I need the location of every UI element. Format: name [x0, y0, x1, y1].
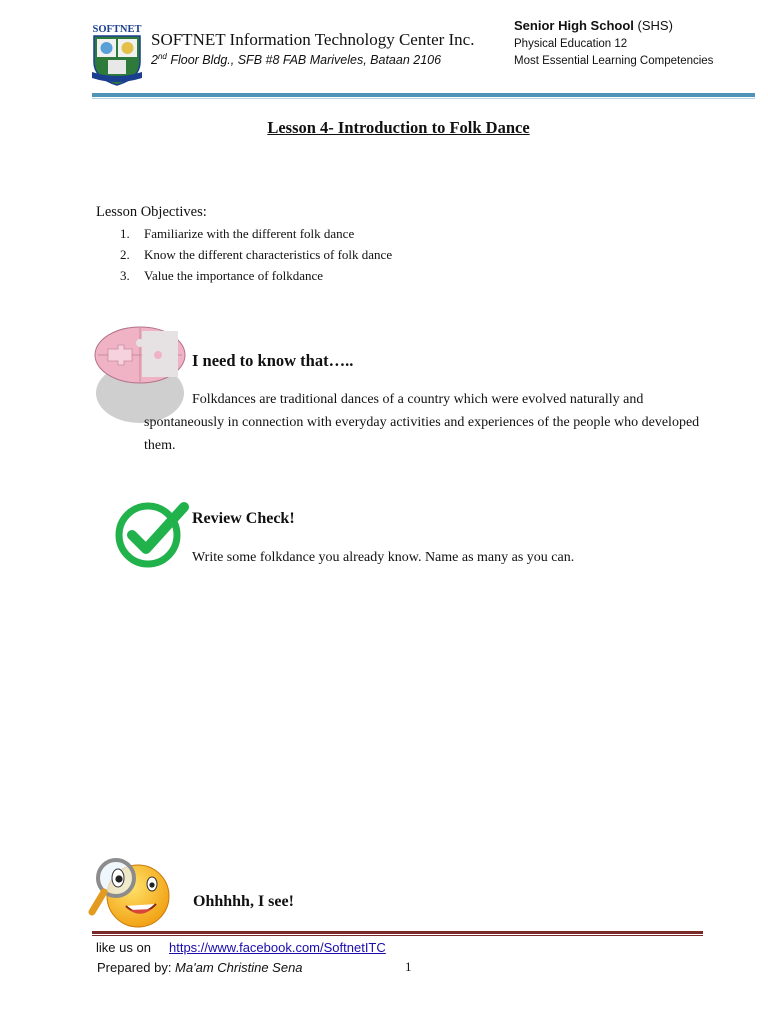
- prepared-by: Prepared by: Ma'am Christine Sena: [97, 960, 303, 975]
- logo-text: SOFTNET: [92, 24, 142, 35]
- footer-rule-thin: [92, 935, 703, 936]
- closing-text: Ohhhhh, I see!: [193, 893, 294, 910]
- magnifier-emoji-icon: [86, 852, 172, 936]
- school-level: Senior High School (SHS): [514, 18, 673, 33]
- footer-rule: [92, 931, 703, 934]
- competencies-label: Most Essential Learning Competencies: [514, 55, 714, 67]
- org-address: 2nd Floor Bldg., SFB #8 FAB Mariveles, Bataan 2106: [151, 52, 442, 68]
- lesson-title: Lesson 4- Introduction to Folk Dance: [267, 118, 530, 137]
- objective-item: 1. Familiarize with the different folk dance: [120, 226, 355, 241]
- checkmark-icon: [114, 497, 190, 569]
- subject-name: Physical Education 12: [514, 38, 628, 50]
- know-paragraph: Folkdances are traditional dances of a country which were evolved naturally and spontaneously in connection with everyday activities and experiences of the people who developed them.: [144, 392, 700, 453]
- review-heading: Review Check!: [192, 510, 295, 527]
- know-heading: I need to know that…..: [192, 351, 354, 370]
- header-rule: [92, 93, 755, 97]
- header-rule-shadow: [92, 98, 755, 99]
- org-name: SOFTNET Information Technology Center Inc.: [151, 30, 475, 49]
- like-label: like us on: [96, 940, 151, 955]
- page-number: 1: [405, 959, 412, 974]
- review-instruction: Write some folkdance you already know. Name as many as you can.: [192, 550, 575, 565]
- objective-item: 2. Know the different characteristics of folk dance: [120, 247, 393, 262]
- facebook-link[interactable]: https://www.facebook.com/SoftnetITC: [169, 940, 386, 955]
- objective-item: 3. Value the importance of folkdance: [120, 268, 324, 283]
- softnet-logo: [88, 22, 146, 88]
- objectives-heading: Lesson Objectives:: [96, 204, 207, 220]
